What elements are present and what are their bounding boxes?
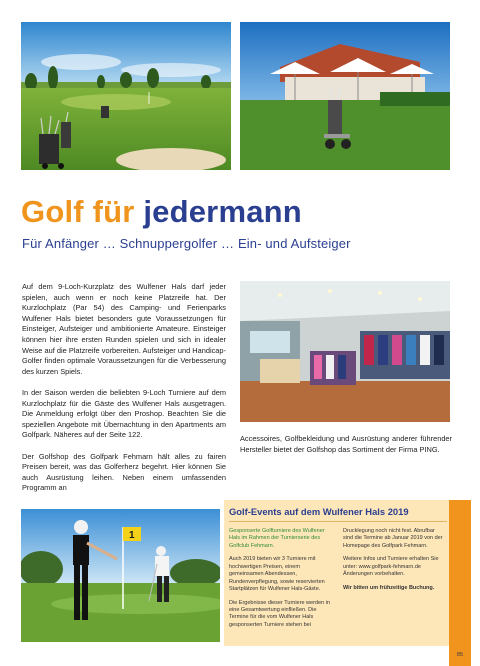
body-paragraph: Der Golfshop des Golfpark Fehmarn hält alles zu fairen Preisen bereit, was das Golferherz begehrt. Hier können Sie auch Ausrüstung leihen. Neben einem umfassenden Programm an: [22, 451, 226, 493]
golf-shop-photo: [240, 281, 450, 422]
events-booking-note: Wir bitten um frühzeitige Buchung.: [343, 584, 435, 591]
events-intro: Gesponserte Golfturniere des Wulfener Hals im Rahmen der Turnierserie des Golfclub Fehmarn.: [229, 528, 325, 549]
flag-number: 1: [129, 530, 135, 541]
body-paragraph: In der Saison werden die beliebten 9-Loch Turniere auf dem Kurzlochplatz für die Gäste des Wulfener Hals ausgetragen. Die Anmeldung erfolgt über den Proshop. Beachten Sie die speziellen Angebote mit Übernachtung in den Apartments am Golfpark. Näheres auf der Seite 122.: [22, 387, 226, 440]
headline-part-golf: Golf für: [21, 194, 144, 229]
page-number: 85: [456, 652, 464, 658]
events-paragraph: Auch 2019 bieten wir 3 Turniere mit hochwertigen Preisen, einem gemeinsamen Abendessen, Rundenverpflegung, sowie reservierten Startplätzen für Wulfener Hals-Gäste.: [229, 556, 325, 593]
golf-green-photo: [21, 22, 231, 170]
clubhouse-terrace-photo: [240, 22, 450, 170]
subline: Für Anfänger … Schnuppergolfer … Ein- und Aufsteiger: [22, 236, 351, 251]
events-column-right: [343, 528, 446, 598]
events-paragraph: Die Ergebnisse dieser Turniere werden in eine Gesamtwertung einfließen. Die Termine für die vom Wulfener Hals gesponserten Turniere stehen bei: [229, 599, 330, 628]
events-divider: [229, 521, 447, 522]
shop-caption: Accessoires, Golfbekleidung und Ausrüstung anderer führender Hersteller bietet der Golfshop das Sortiment der Firma PING.: [240, 434, 452, 454]
side-accent-bar: [449, 500, 471, 666]
headline-part-jedermann: jedermann: [143, 194, 302, 229]
body-text: [22, 282, 226, 504]
events-title: Golf-Events auf dem Wulfener Hals 2019: [229, 506, 409, 517]
events-contact: Weitere Infos und Turniere erhalten Sie unter: www.golfpark-fehmarn.de Änderungen vorbehalten.: [343, 556, 439, 578]
events-paragraph: Drucklegung noch nicht fest. Abrufbar sind die Termine ab Januar 2019 von der Homepage des Golfpark Fehmarn.: [343, 528, 443, 549]
golf-players-photo: [21, 509, 220, 642]
headline: [21, 194, 461, 230]
events-column-left: [229, 528, 332, 635]
body-paragraph: Auf dem 9-Loch-Kurzplatz des Wulfener Hals darf jeder spielen, auch wenn er noch keine Platzreife hat. Der Kurzlochplatz (Par 54) des Camping- und Ferienparks Wulfener Hals bietet besonders gute Voraussetzungen für Einsteiger, Aufsteiger und ambitionierte Amateure. Einsteiger können hier ihre ersten Runden spielen und sich in idealer Weise auf die Platzreife vorbereiten. Aufsteiger und Handicap-Golfer finden optimale Voraussetzungen für die Verbesserung des kurzen Spiels.: [22, 282, 226, 376]
